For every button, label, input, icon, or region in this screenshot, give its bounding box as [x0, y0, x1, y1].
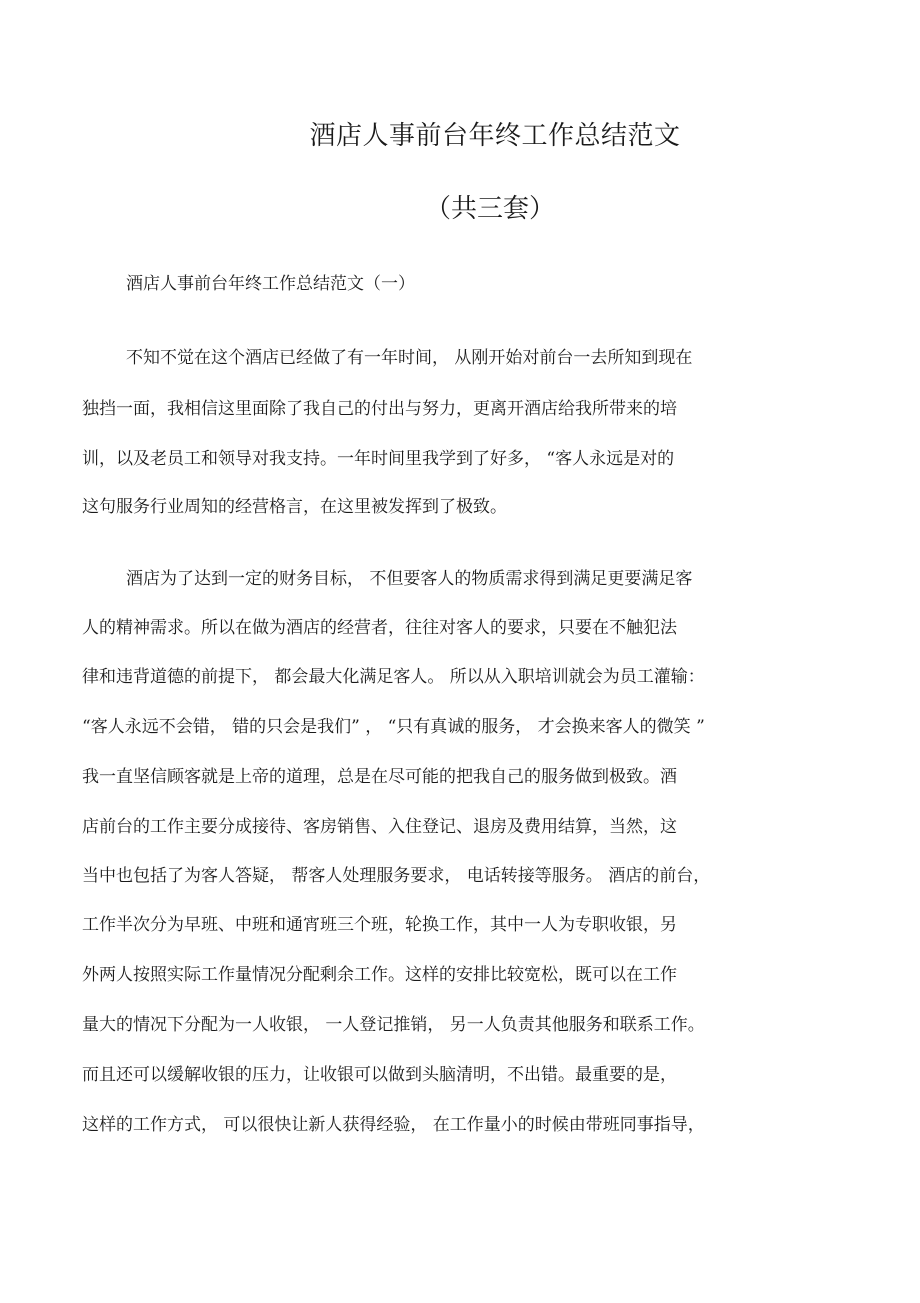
paragraph-2-line-1: 酒店为了达到一定的财务目标， 不但要客人的物质需求得到满足更要满足客: [126, 569, 693, 589]
paragraph-1-line-2: 独挡一面，我相信这里面除了我自己的付出与努力，更离开酒店给我所带来的培: [82, 399, 677, 419]
paragraph-2-line-4: “客人永远不会错， 错的只会是我们” ， “只有真诚的服务， 才会换来客人的微笑 ”: [82, 717, 705, 737]
paragraph-2-line-12: 这样的工作方式， 可以很快让新人获得经验， 在工作量小的时候由带班同事指导，: [82, 1115, 705, 1135]
document-title: 酒店人事前台年终工作总结范文: [309, 121, 681, 151]
paragraph-2-line-10: 量大的情况下分配为一人收银， 一人登记推销， 另一人负责其他服务和联系工作。: [82, 1015, 705, 1035]
paragraph-2-line-9: 外两人按照实际工作量情况分配剩余工作。这样的安排比较宽松，既可以在工作: [82, 965, 677, 985]
paragraph-2-line-7: 当中也包括了为客人答疑， 帮客人处理服务要求， 电话转接等服务。 酒店的前台，: [82, 866, 711, 886]
paragraph-1-line-1: 不知不觉在这个酒店已经做了有一年时间， 从刚开始对前台一去所知到现在: [126, 348, 693, 368]
document-subtitle: （共三套）: [424, 194, 555, 224]
paragraph-1-line-3: 训，以及老员工和领导对我支持。一年时间里我学到了好多， “客人永远是对的: [82, 449, 675, 469]
paragraph-2-line-2: 人的精神需求。所以在做为酒店的经营者，往往对客人的要求，只要在不触犯法: [82, 618, 677, 638]
paragraph-1-line-4: 这句服务行业周知的经营格言，在这里被发挥到了极致。: [82, 497, 507, 517]
paragraph-2-line-3: 律和违背道德的前提下， 都会最大化满足客人。 所以从入职培训就会为员工灌输：: [82, 667, 705, 687]
paragraph-2-line-8: 工作半次分为早班、中班和通宵班三个班，轮换工作，其中一人为专职收银，另: [82, 915, 677, 935]
paragraph-2-line-5: 我一直坚信顾客就是上帝的道理，总是在尽可能的把我自己的服务做到极致。酒: [82, 767, 677, 787]
paragraph-2-line-11: 而且还可以缓解收银的压力，让收银可以做到头脑清明，不出错。最重要的是，: [82, 1065, 677, 1085]
paragraph-2-line-6: 店前台的工作主要分成接待、客房销售、入住登记、退房及费用结算，当然，这: [82, 817, 677, 837]
section-heading: 酒店人事前台年终工作总结范文（一）: [126, 274, 415, 294]
